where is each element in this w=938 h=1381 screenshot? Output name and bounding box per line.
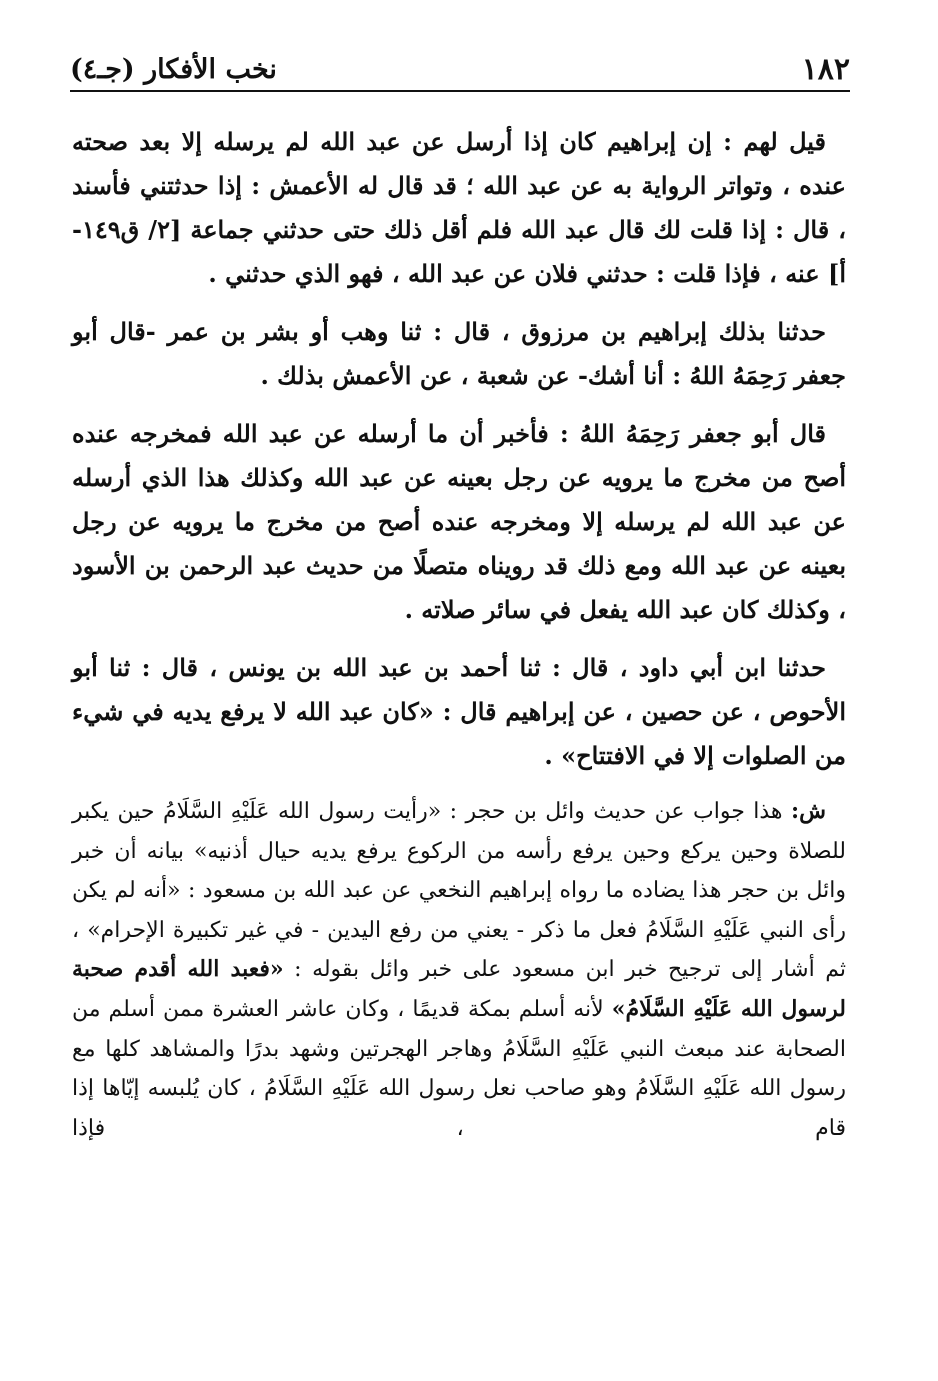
paragraph	[72, 310, 846, 398]
commentary-text: هذا جواب عن حديث وائل بن حجر : «رأيت رسول الله عَلَيْهِ السَّلَامُ حين يكبر للصلاة وحين يركع وحين يرفع رأسه من الركوع يرفع يديه حيال أذنيه» بيانه أن خبر وائل بن حجر هذا يضاده ما رواه إبراهيم النخعي عن عبد الله بن مسعود : «أنه لم يكن رأى النبي عَلَيْهِ السَّلَامُ فعل ما ذكر - يعني من رفع اليدين - في غير تكبيرة الإحرام» ، ثم أشار إلى ترجيح خبر ابن مسعود على خبر وائل بقوله :	[72, 799, 846, 983]
page-body	[72, 120, 846, 1148]
header-rule	[70, 90, 850, 92]
paragraph	[72, 120, 846, 296]
running-title: نخب الأفكار (جـ٤)	[70, 54, 277, 85]
paragraph-text: قال أبو جعفر رَحِمَهُ اللهُ : فأخبر أن ما أرسله عن عبد الله فمخرجه عنده أصح من مخرج ما يرويه عن رجل بعينه عن عبد الله وكذلك هذا الذي أرسله عن عبد الله لم يرسله إلا ومخرجه عنده أصح من مخرج ما يرويه عن رجل بعينه عن عبد الله ومع ذلك قد رويناه متصلًا من حديث عبد الرحمن بن الأسود ، وكذلك كان عبد الله يفعل في سائر صلاته .	[72, 419, 846, 624]
page-number: ١٨٢	[801, 52, 850, 87]
commentary-text-continued: لأنه أسلم بمكة قديمًا ، وكان عاشر العشرة ممن أسلم من الصحابة عند مبعث النبي عَلَيْهِ السَّلَامُ وهاجر الهجرتين وشهد بدرًا والمشاهد كلها مع رسول الله عَلَيْهِ السَّلَامُ وهو صاحب نعل رسول الله عَلَيْهِ السَّلَامُ ، كان يُلبسه إيّاها إذا قام ، فإذا	[72, 996, 846, 1141]
paragraph-text: حدثنا ابن أبي داود ، قال : ثنا أحمد بن عبد الله بن يونس ، قال : ثنا أبو الأحوص ، عن حصين ، عن إبراهيم قال : «كان عبد الله لا يرفع يديه في شيء من الصلوات إلا في الافتتاح» .	[72, 653, 846, 770]
paragraph-text: حدثنا بذلك إبراهيم بن مرزوق ، قال : ثنا وهب أو بشر بن عمر -قال أبو جعفر رَحِمَهُ اللهُ : أنا أشك- عن شعبة ، عن الأعمش بذلك .	[72, 317, 846, 390]
commentary-marker: ش:	[791, 798, 826, 824]
paragraph	[72, 646, 846, 778]
paragraph-text: قيل لهم : إن إبراهيم كان إذا أرسل عن عبد الله لم يرسله إلا بعد صحته عنده ، وتواتر الرواية به عن عبد الله ؛ قد قال له الأعمش : إذا حدثتني فأسند ، قال : إذا قلت لك قال عبد الله فلم أقل ذلك حتى حدثني جماعة [٢/ ق١٤٩-أ] عنه ، فإذا قلت : حدثني فلان عن عبد الله ، فهو الذي حدثني .	[72, 127, 847, 288]
page-header	[70, 48, 850, 92]
commentary-paragraph	[72, 792, 846, 1148]
commentary-emphasis: «فعبد الله أقدم صحبة لرسول الله عَلَيْهِ السَّلَامُ»	[72, 956, 847, 1022]
paragraph	[72, 412, 846, 632]
